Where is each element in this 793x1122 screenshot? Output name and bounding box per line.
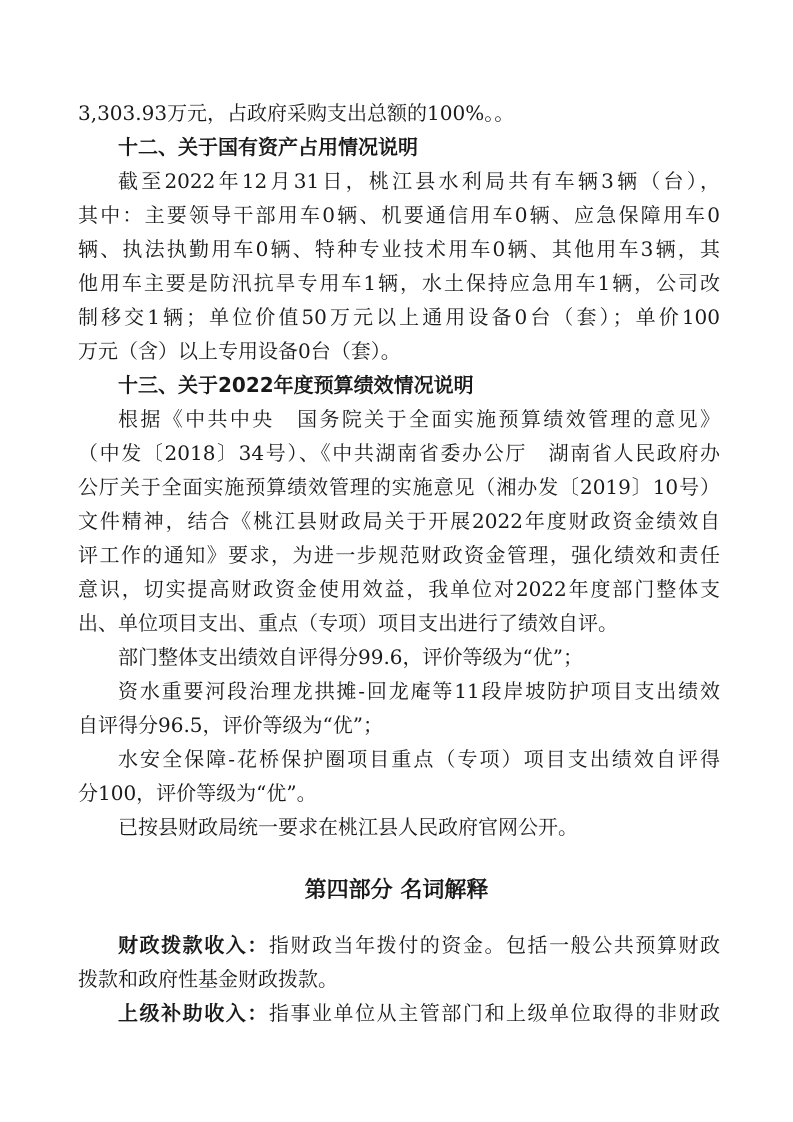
text-line: 资水重要河段治理龙拱摊-回龙庵等11段岸坡防护项目支出绩效: [118, 679, 720, 703]
text-line: 制移交1辆；单位价值50万元以上通用设备0台（套）；单价100: [78, 305, 720, 329]
text-line: 评工作的通知》要求，为进一步规范财政资金管理，强化绩效和责任: [78, 543, 720, 567]
text-line: 截至2022年12月31日，桃江县水利局共有车辆3辆（台），: [118, 169, 720, 193]
text-line: 其中：主要领导干部用车0辆、机要通信用车0辆、应急保障用车0: [78, 203, 720, 227]
text-line: 万元（含）以上专用设备0台（套）。: [78, 339, 401, 363]
text-line: 公厅关于全面实施预算绩效管理的实施意见（湘办发〔2019〕10号）: [78, 475, 720, 499]
text-line: 部门整体支出绩效自评得分99.6，评价等级为“优”；: [118, 645, 583, 669]
term-definition-line: 拨款和政府性基金财政拨款。: [78, 967, 338, 991]
section-heading-13: 十三、关于2022年度预算绩效情况说明: [118, 373, 474, 397]
text-line: 辆、执法执勤用车0辆、特种专业技术用车0辆、其他用车3辆，其: [78, 237, 720, 261]
text-line: 他用车主要是防汛抗旱专用车1辆，水土保持应急用车1辆，公司改: [78, 271, 720, 295]
text-line: （中发〔2018〕34号）、《中共湖南省委办公厅 湖南省人民政府办: [78, 441, 720, 465]
text-line: 文件精神，结合《桃江县财政局关于开展2022年度财政资金绩效自: [78, 509, 720, 533]
term-text: 指财政当年拨付的资金。包括一般公共预算财政: [268, 933, 720, 957]
text-line: 3,303.93万元，占政府采购支出总额的100%。。: [78, 101, 515, 125]
text-line: 自评得分96.5，评价等级为“优”；: [78, 713, 383, 737]
text-line: 水安全保障-花桥保护圈项目重点（专项）项目支出绩效自评得: [118, 747, 720, 771]
text-line: 分100，评价等级为“优”。: [78, 781, 317, 805]
term-text: 指事业单位从主管部门和上级单位取得的非财政: [268, 1001, 720, 1025]
text-line: 意识，切实提高财政资金使用效益，我单位对2022年度部门整体支: [78, 577, 720, 601]
section-heading-12: 十二、关于国有资产占用情况说明: [118, 135, 418, 159]
text-line: 根据《中共中央 国务院关于全面实施预算绩效管理的意见》: [118, 407, 720, 431]
text-line: 出、单位项目支出、重点（专项）项目支出进行了绩效自评。: [78, 611, 618, 635]
term-definition-line: [118, 1000, 720, 1026]
text-line: 已按县财政局统一要求在桃江县人民政府官网公开。: [118, 815, 578, 839]
term-definition-line: [118, 932, 720, 958]
part-title: 第四部分 名词解释: [304, 878, 489, 903]
term-name: 财政拨款收入：: [118, 933, 269, 957]
term-name: 上级补助收入：: [118, 1001, 269, 1025]
